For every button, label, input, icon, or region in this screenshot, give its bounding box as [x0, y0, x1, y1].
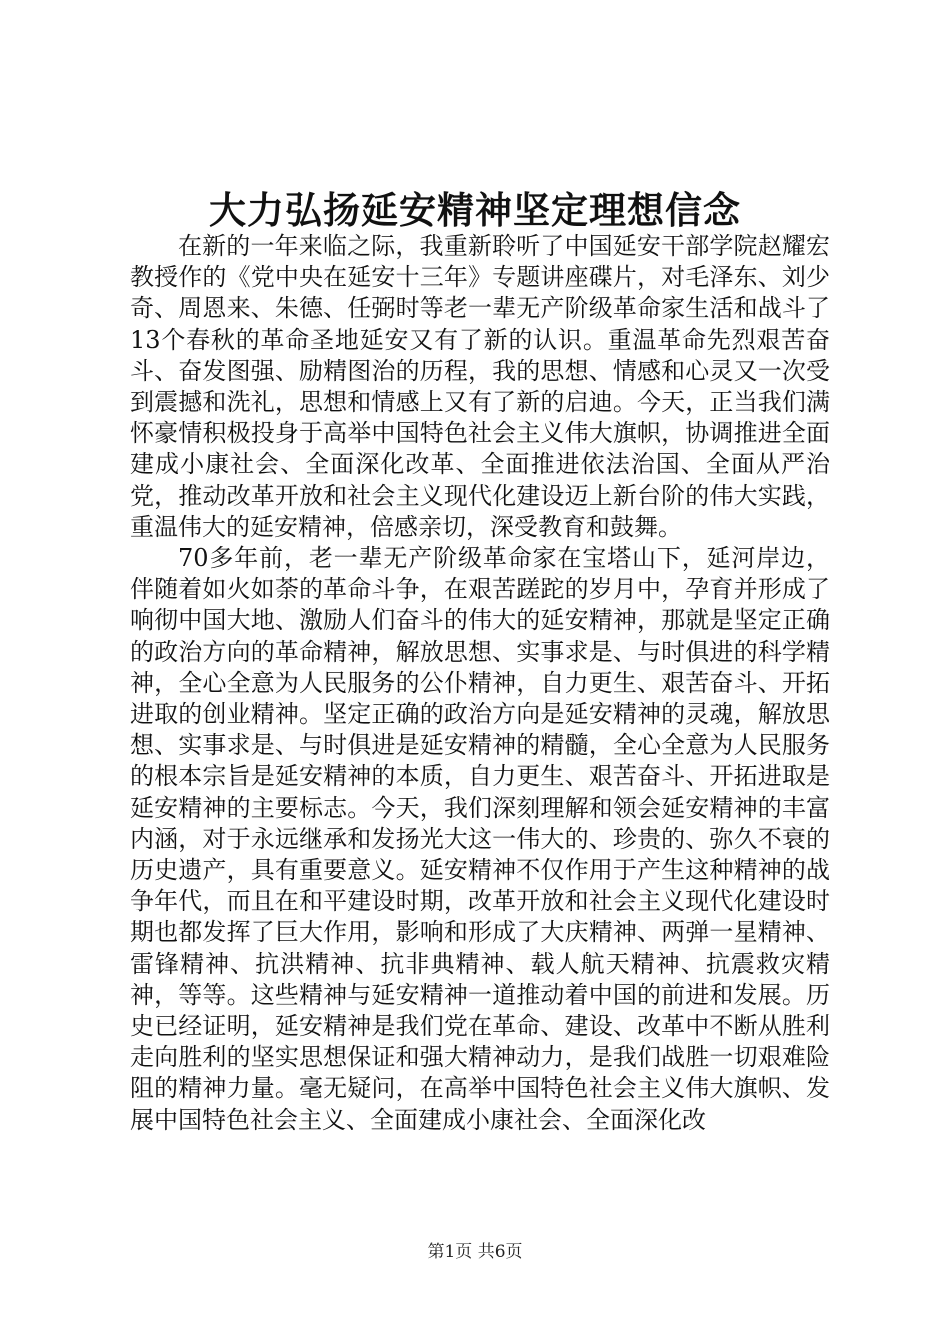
document-body	[130, 231, 830, 1136]
paragraph-1: 在新的一年来临之际，我重新聆听了中国延安干部学院赵耀宏教授作的《党中央在延安十三年》专题讲座碟片，对毛泽东、刘少奇、周恩来、朱德、任弼时等老一辈无产阶级革命家生活和战斗了13个春秋的革命圣地延安又有了新的认识。重温革命先烈艰苦奋斗、奋发图强、励精图治的历程，我的思想、情感和心灵又一次受到震撼和洗礼，思想和情感上又有了新的启迪。今天，正当我们满怀豪情积极投身于高举中国特色社会主义伟大旗帜，协调推进全面建成小康社会、全面深化改革、全面推进依法治国、全面从严治党，推动改革开放和社会主义现代化建设迈上新台阶的伟大实践，重温伟大的延安精神，倍感亲切，深受教育和鼓舞。	[130, 232, 830, 541]
page-number-footer: 第1页 共6页	[427, 1242, 523, 1262]
paragraph-2: 70多年前，老一辈无产阶级革命家在宝塔山下，延河岸边，伴随着如火如荼的革命斗争，在艰苦蹉跎的岁月中，孕育并形成了响彻中国大地、激励人们奋斗的伟大的延安精神，那就是坚定正确的政治方向的革命精神，解放思想、实事求是、与时俱进的科学精神，全心全意为人民服务的公仆精神，自力更生、艰苦奋斗、开拓进取的创业精神。坚定正确的政治方向是延安精神的灵魂，解放思想、实事求是、与时俱进是延安精神的精髓，全心全意为人民服务的根本宗旨是延安精神的本质，自力更生、艰苦奋斗、开拓进取是延安精神的主要标志。今天，我们深刻理解和领会延安精神的丰富内涵，对于永远继承和发扬光大这一伟大的、珍贵的、弥久不衰的历史遗产，具有重要意义。延安精神不仅作用于产生这种精神的战争年代，而且在和平建设时期，改革开放和社会主义现代化建设时期也都发挥了巨大作用，影响和形成了大庆精神、两弹一星精神、雷锋精神、抗洪精神、抗非典精神、载人航天精神、抗震救灾精神，等等。这些精神与延安精神一道推动着中国的前进和发展。历史已经证明，延安精神是我们党在革命、建设、改革中不断从胜利走向胜利的坚实思想保证和强大精神动力，是我们战胜一切艰难险阻的精神力量。毫无疑问，在高举中国特色社会主义伟大旗帜、发展中国特色社会主义、全面建成小康社会、全面深化改	[130, 544, 830, 1134]
document-title: 大力弘扬延安精神坚定理想信念	[209, 188, 741, 232]
